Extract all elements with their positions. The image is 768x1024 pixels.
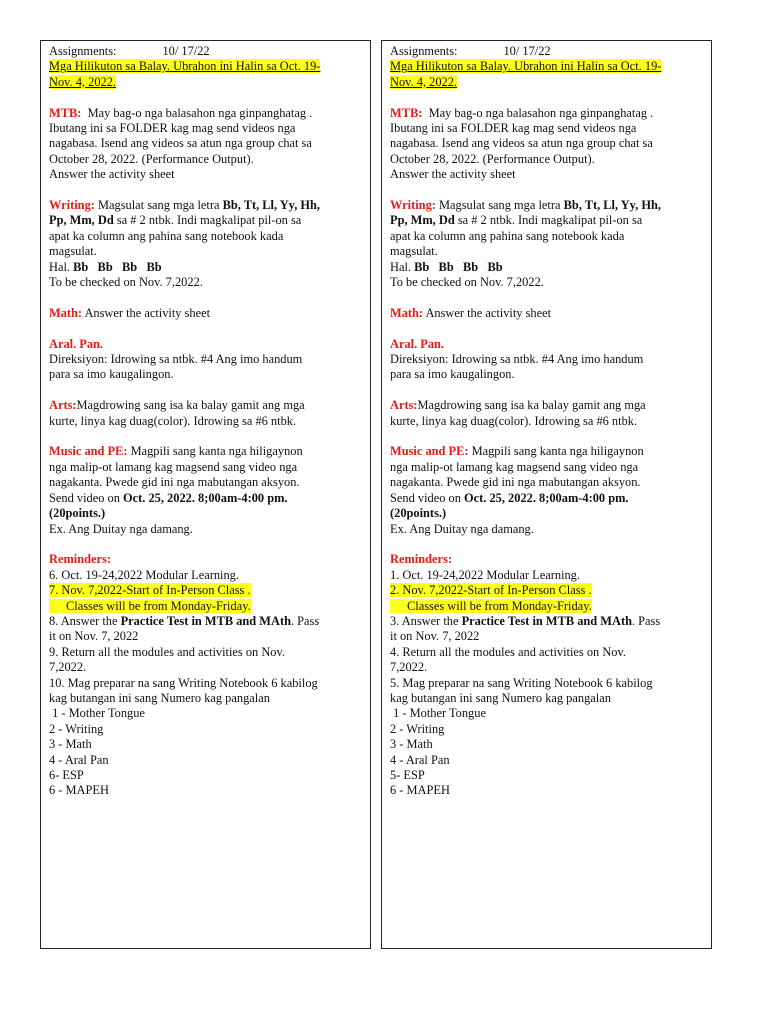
writing-text-2: sa # 2 ntbk. Indi magkalipat pil-on sa [457,213,643,228]
mtb-text-2: Ibutang ini sa FOLDER kag mag send videos nga [390,121,637,136]
mtb-heading: MTB: [49,105,82,120]
assignment-panel-right [381,40,712,949]
aral-pan-text-1: Direksiyon: Idrowing sa ntbk. #4 Ang imo handum [49,352,303,367]
writing-line-1 [49,198,366,213]
reminder-2-cont [390,599,707,614]
notebook-item: 2 - Writing [390,721,445,736]
assignments-label: Assignments: [49,44,117,58]
music-text-1: Magpili sang kanta nga hiligaynon [130,444,303,459]
reminder-4-cont: 7,2022. [390,660,428,675]
reminder-3 [390,614,707,629]
mtb-heading: MTB: [390,105,423,120]
notebook-item: 5- ESP [390,767,425,782]
notebook-item: 3 - Math [49,737,92,752]
notebook-item: 4 - Aral Pan [49,752,109,767]
math-line [49,306,366,321]
music-send-date: Oct. 25, 2022. 8;00am-4:00 pm. [464,490,629,505]
music-send-text: Send video on [390,490,461,505]
mtb-text-5: Answer the activity sheet [390,167,516,182]
reminders-heading: Reminders: [49,552,111,567]
writing-line-2 [49,213,366,228]
mtb-text-4: October 28, 2022. (Performance Output). [390,151,595,166]
math-heading: Math: [390,305,424,320]
writing-text-4: magsulat. [390,244,438,259]
music-pe-heading: Music and PE: [49,444,128,459]
music-send-text: Send video on [49,490,120,505]
writing-heading: Writing: [390,198,436,213]
banner-text-1: Mga Hilikuton sa Balay. Ubrahon ini Halin sa Oct. 19- [390,59,662,74]
mtb-text-4: October 28, 2022. (Performance Output). [49,151,254,166]
math-heading: Math: [49,305,83,320]
writing-letters-2: Pp, Mm, Dd [49,213,114,228]
mtb-line-1 [390,106,707,121]
music-pe-heading: Music and PE: [390,444,469,459]
writing-line-2 [390,213,707,228]
aral-pan-heading: Aral. Pan. [390,336,445,351]
writing-text-3: apat ka column ang pahina sang notebook kada [49,228,284,243]
arts-text-2: kurte, linya kag duag(color). Idrowing sa #6 ntbk. [49,413,297,428]
reminder-5-cont: kag butangan ini sang Numero kag pangalan [49,690,270,705]
aral-pan-text-2: para sa imo kaugalingon. [49,367,174,382]
reminder-3 [49,614,366,629]
assignments-header [49,44,366,59]
writing-text-1: Magsulat sang mga letra [98,198,220,213]
music-send-line [49,491,366,506]
assignments-header [390,44,707,59]
writing-check-date: To be checked on Nov. 7,2022. [390,275,544,290]
reminder-1: 1. Oct. 19-24,2022 Modular Learning. [390,567,580,582]
mtb-text-3: nagabasa. Isend ang videos sa atun nga group chat sa [390,136,653,151]
banner-line-1 [49,59,366,74]
notebook-item: 3 - Math [390,737,433,752]
writing-letters-1: Bb, Tt, Ll, Yy, Hh, [222,198,321,213]
music-example: Ex. Ang Duitay nga damang. [49,521,193,536]
reminder-4-cont: 7,2022. [49,660,87,675]
reminder-5: 10. Mag preparar na sang Writing Notebook 6 kabilog [49,675,318,690]
mtb-line-1 [49,106,366,121]
reminder-4: 9. Return all the modules and activities on Nov. [49,644,285,659]
arts-text-2: kurte, linya kag duag(color). Idrowing sa #6 ntbk. [390,413,638,428]
music-points: (20points.) [49,506,106,521]
writing-text-1: Magsulat sang mga letra [439,198,561,213]
banner-line-2 [49,75,366,90]
music-text-3: nagakanta. Pwede gid ini nga mabutangan aksyon. [390,475,641,490]
music-text-2: nga malip-ot lamang kag magsend sang video nga [49,459,298,474]
arts-line-1 [49,398,366,413]
arts-heading: Arts: [49,398,77,413]
hal-letters: Bb Bb Bb Bb [414,259,503,274]
reminder-3-text: 3. Answer the [390,613,459,628]
writing-example [49,260,366,275]
music-send-date: Oct. 25, 2022. 8;00am-4:00 pm. [123,490,288,505]
banner-text-2: Nov. 4, 2022. [49,74,116,89]
reminder-1: 6. Oct. 19-24,2022 Modular Learning. [49,567,239,582]
assignments-date: 10/ 17/22 [162,44,210,58]
hal-letters: Bb Bb Bb Bb [73,259,162,274]
writing-letters-1: Bb, Tt, Ll, Yy, Hh, [563,198,662,213]
reminder-5-cont: kag butangan ini sang Numero kag pangalan [390,690,611,705]
assignment-panel-left [40,40,371,949]
reminder-2-text-b: Classes will be from Monday-Friday. [407,598,592,613]
music-line-1 [390,444,707,459]
music-text-1: Magpili sang kanta nga hiligaynon [471,444,644,459]
notebook-item: 6 - MAPEH [390,783,450,798]
hal-label: Hal. [390,259,411,274]
notebook-item: 1 - Mother Tongue [49,706,145,721]
writing-line-1 [390,198,707,213]
assignments-date: 10/ 17/22 [503,44,551,58]
banner-text-1: Mga Hilikuton sa Balay. Ubrahon ini Halin sa Oct. 19- [49,59,321,74]
writing-text-4: magsulat. [49,244,97,259]
writing-text-3: apat ka column ang pahina sang notebook kada [390,228,625,243]
mtb-text-2: Ibutang ini sa FOLDER kag mag send videos nga [49,121,296,136]
reminder-3-bold: Practice Test in MTB and MAth [120,613,291,628]
arts-text-1: Magdrowing sang isa ka balay gamit ang mga [417,398,646,413]
music-example: Ex. Ang Duitay nga damang. [390,521,534,536]
music-send-line [390,491,707,506]
music-text-2: nga malip-ot lamang kag magsend sang video nga [390,459,639,474]
writing-example [390,260,707,275]
hal-label: Hal. [49,259,70,274]
reminder-3-text: 8. Answer the [49,613,118,628]
reminder-3-end: . Pass [631,613,661,628]
writing-check-date: To be checked on Nov. 7,2022. [49,275,203,290]
music-text-3: nagakanta. Pwede gid ini nga mabutangan aksyon. [49,475,300,490]
notebook-item: 6- ESP [49,767,84,782]
mtb-text-3: nagabasa. Isend ang videos sa atun nga group chat sa [49,136,312,151]
banner-text-2: Nov. 4, 2022. [390,74,457,89]
reminder-3-cont: it on Nov. 7, 2022 [390,629,480,644]
reminder-3-bold: Practice Test in MTB and MAth [461,613,632,628]
reminder-4: 4. Return all the modules and activities on Nov. [390,644,626,659]
math-line [390,306,707,321]
notebook-item: 1 - Mother Tongue [390,706,486,721]
aral-pan-text-2: para sa imo kaugalingon. [390,367,515,382]
banner-line-2 [390,75,707,90]
writing-heading: Writing: [49,198,95,213]
writing-text-2: sa # 2 ntbk. Indi magkalipat pil-on sa [116,213,302,228]
aral-pan-text-1: Direksiyon: Idrowing sa ntbk. #4 Ang imo handum [390,352,644,367]
music-line-1 [49,444,366,459]
arts-heading: Arts: [390,398,418,413]
reminders-heading: Reminders: [390,552,452,567]
notebook-item: 2 - Writing [49,721,104,736]
aral-pan-heading: Aral. Pan. [49,336,104,351]
music-points: (20points.) [390,506,447,521]
arts-text-1: Magdrowing sang isa ka balay gamit ang mga [76,398,305,413]
reminder-3-cont: it on Nov. 7, 2022 [49,629,139,644]
reminder-2 [390,583,707,598]
assignments-label: Assignments: [390,44,458,58]
notebook-item: 4 - Aral Pan [390,752,450,767]
mtb-text-1: May bag-o nga balasahon nga ginpanghatag . [87,105,313,120]
mtb-text-5: Answer the activity sheet [49,167,175,182]
notebook-item: 6 - MAPEH [49,783,109,798]
reminder-5: 5. Mag preparar na sang Writing Notebook 6 kabilog [390,675,653,690]
reminder-2 [49,583,366,598]
reminder-2-text: 7. Nov. 7,2022-Start of In-Person Class . [49,583,251,598]
reminder-2-text-b: Classes will be from Monday-Friday. [66,598,251,613]
arts-line-1 [390,398,707,413]
math-text: Answer the activity sheet [84,305,211,320]
reminder-2-cont [49,599,366,614]
writing-letters-2: Pp, Mm, Dd [390,213,455,228]
reminder-3-end: . Pass [290,613,320,628]
banner-line-1 [390,59,707,74]
reminder-2-text: 2. Nov. 7,2022-Start of In-Person Class . [390,583,592,598]
mtb-text-1: May bag-o nga balasahon nga ginpanghatag . [428,105,654,120]
math-text: Answer the activity sheet [425,305,552,320]
